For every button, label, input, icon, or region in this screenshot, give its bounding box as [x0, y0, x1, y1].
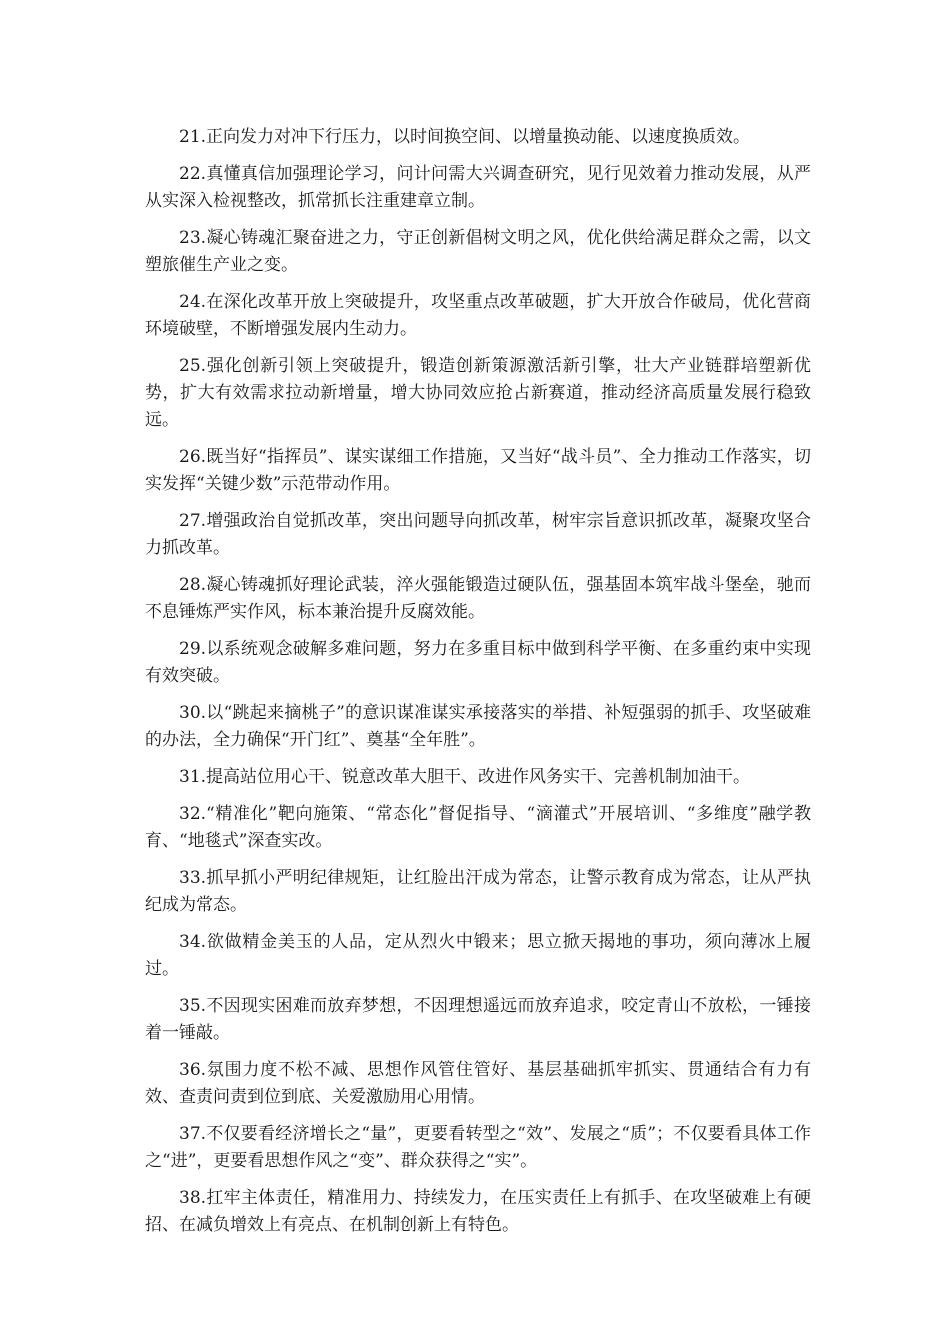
paragraph-37: 37.不仅要看经济增长之“量”，更要看转型之“效”、发展之“质”；不仅要看具体工作之“进”，更要看思想作风之“变”、群众获得之“实”。 — [145, 1124, 811, 1171]
paragraph-28: 28.凝心铸魂抓好理论武装，淬火强能锻造过硬队伍，强基固本筑牢战斗堡垒，驰而不息锤炼严实作风，标本兼治提升反腐效能。 — [145, 575, 811, 622]
paragraph-32: 32.“精准化”靶向施策、“常态化”督促指导、“滴灌式”开展培训、“多维度”融学教育、“地毯式”深查实改。 — [145, 804, 811, 851]
paragraph-35: 35.不因现实困难而放弃梦想，不因理想遥远而放弃追求，咬定青山不放松，一锤接着一锤敲。 — [145, 996, 811, 1043]
paragraph-23: 23.凝心铸魂汇聚奋进之力，守正创新倡树文明之风，优化供给满足群众之需，以文塑旅催生产业之变。 — [145, 228, 811, 275]
paragraph-38: 38.扛牢主体责任，精准用力、持续发力，在压实责任上有抓手、在攻坚破难上有硬招、在减负增效上有亮点、在机制创新上有特色。 — [145, 1188, 811, 1235]
paragraph-36: 36.氛围力度不松不减、思想作风管住管好、基层基础抓牢抓实、贯通结合有力有效、查责问责到位到底、关爱激励用心用情。 — [145, 1060, 811, 1107]
paragraph-24: 24.在深化改革开放上突破提升，攻坚重点改革破题，扩大开放合作破局，优化营商环境破壁，不断增强发展内生动力。 — [145, 292, 811, 339]
paragraph-22: 22.真懂真信加强理论学习，问计问需大兴调查研究，见行见效着力推动发展，从严从实深入检视整改，抓常抓长注重建章立制。 — [145, 164, 811, 211]
paragraph-27: 27.增强政治自觉抓改革，突出问题导向抓改革，树牢宗旨意识抓改革，凝聚攻坚合力抓改革。 — [145, 511, 811, 558]
paragraph-34: 34.欲做精金美玉的人品，定从烈火中锻来；思立掀天揭地的事功，须向薄冰上履过。 — [145, 932, 811, 979]
paragraph-30: 30.以“跳起来摘桃子”的意识谋准谋实承接落实的举措、补短强弱的抓手、攻坚破难的办法，全力确保“开门红”、奠基“全年胜”。 — [145, 703, 811, 750]
paragraph-29: 29.以系统观念破解多难问题，努力在多重目标中做到科学平衡、在多重约束中实现有效突破。 — [145, 639, 811, 686]
document-body — [145, 124, 811, 1249]
paragraph-33: 33.抓早抓小严明纪律规矩，让红脸出汗成为常态，让警示教育成为常态，让从严执纪成为常态。 — [145, 868, 811, 915]
paragraph-31: 31.提高站位用心干、锐意改革大胆干、改进作风务实干、完善机制加油干。 — [179, 767, 751, 787]
paragraph-21: 21.正向发力对冲下行压力，以时间换空间、以增量换动能、以速度换质效。 — [179, 127, 751, 147]
paragraph-26: 26.既当好“指挥员”、谋实谋细工作措施，又当好“战斗员”、全力推动工作落实，切实发挥“关键少数”示范带动作用。 — [145, 447, 811, 494]
paragraph-25: 25.强化创新引领上突破提升，锻造创新策源激活新引擎，壮大产业链群培塑新优势，扩大有效需求拉动新增量，增大协同效应抢占新赛道，推动经济高质量发展行稳致远。 — [145, 356, 811, 430]
